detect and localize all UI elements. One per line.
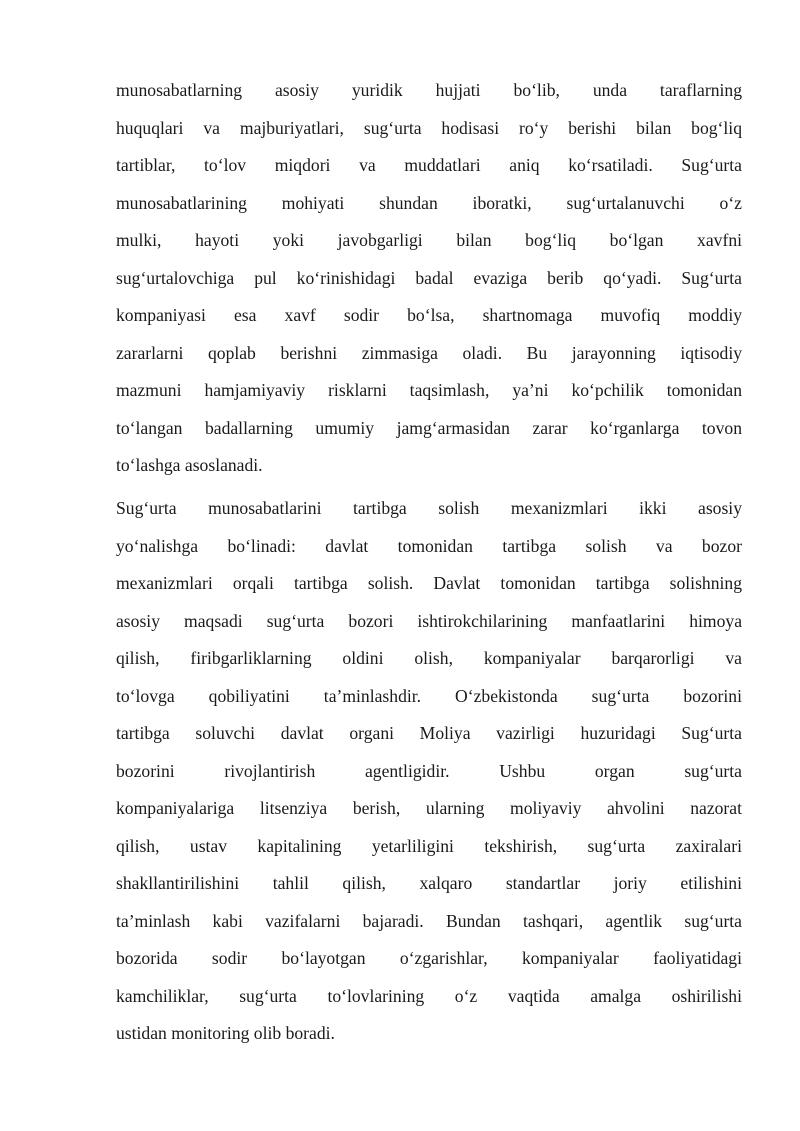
text-line: kompaniyasi esa xavf sodir bo‘lsa, shartnomaga muvofiq moddiy: [116, 305, 742, 325]
text-line: Sug‘urta munosabatlarini tartibga solish mexanizmlari ikki asosiy: [116, 498, 742, 518]
text-line: qilish, ustav kapitalining yetarliligini tekshirish, sug‘urta zaxiralari: [116, 835, 742, 856]
text-line: zararlarni qoplab berishni zimmasiga oladi. Bu jarayonning iqtisodiy: [116, 342, 742, 363]
text-line: munosabatlarning asosiy yuridik hujjati bo‘lib, unda taraflarning: [116, 80, 742, 100]
text-line: ta’minlash kabi vazifalarni bajaradi. Bundan tashqari, agentlik sug‘urta: [116, 910, 742, 931]
text-line: bozorida sodir bo‘layotgan o‘zgarishlar, kompaniyalar faoliyatidagi: [116, 948, 742, 968]
text-line: kompaniyalariga litsenziya berish, ularning moliyaviy ahvolini nazorat: [116, 798, 742, 818]
paragraph-1: [116, 72, 742, 485]
text-line: shakllantirilishini tahlil qilish, xalqaro standartlar joriy etilishini: [116, 873, 742, 893]
text-line: mulki, hayoti yoki javobgarligi bilan bog‘liq bo‘lgan xavfni: [116, 230, 742, 250]
text-line: qilish, firibgarliklarning oldini olish, kompaniyalar barqarorligi va: [116, 648, 742, 668]
paragraph-2: [116, 490, 742, 1053]
text-line: to‘langan badallarning umumiy jamg‘armasidan zarar ko‘rganlarga tovon: [116, 417, 742, 438]
text-line: tartibga soluvchi davlat organi Moliya vazirligi huzuridagi Sug‘urta: [116, 723, 742, 743]
text-line: kamchiliklar, sug‘urta to‘lovlarining o‘z vaqtida amalga oshirilishi: [116, 985, 742, 1006]
text-line: asosiy maqsadi sug‘urta bozori ishtirokchilarining manfaatlarini himoya: [116, 610, 742, 631]
text-line: to‘lovga qobiliyatini ta’minlashdir. O‘zbekistonda sug‘urta bozorini: [116, 685, 742, 706]
text-line: to‘lashga asoslanadi.: [116, 455, 263, 475]
text-line: ustidan monitoring olib boradi.: [116, 1023, 335, 1043]
text-line: bozorini rivojlantirish agentligidir. Ushbu organ sug‘urta: [116, 760, 742, 781]
text-line: mexanizmlari orqali tartibga solish. Davlat tomonidan tartibga solishning: [116, 573, 742, 593]
text-line: tartiblar, to‘lov miqdori va muddatlari aniq ko‘rsatiladi. Sug‘urta: [116, 155, 742, 175]
text-line: mazmuni hamjamiyaviy risklarni taqsimlash, ya’ni ko‘pchilik tomonidan: [116, 380, 742, 400]
text-line: munosabatlarining mohiyati shundan iboratki, sug‘urtalanuvchi o‘z: [116, 192, 742, 213]
text-line: sug‘urtalovchiga pul ko‘rinishidagi badal evaziga berib qo‘yadi. Sug‘urta: [116, 267, 742, 288]
text-line: huquqlari va majburiyatlari, sug‘urta hodisasi ro‘y berishi bilan bog‘liq: [116, 117, 742, 138]
text-line: yo‘nalishga bo‘linadi: davlat tomonidan tartibga solish va bozor: [116, 535, 742, 556]
